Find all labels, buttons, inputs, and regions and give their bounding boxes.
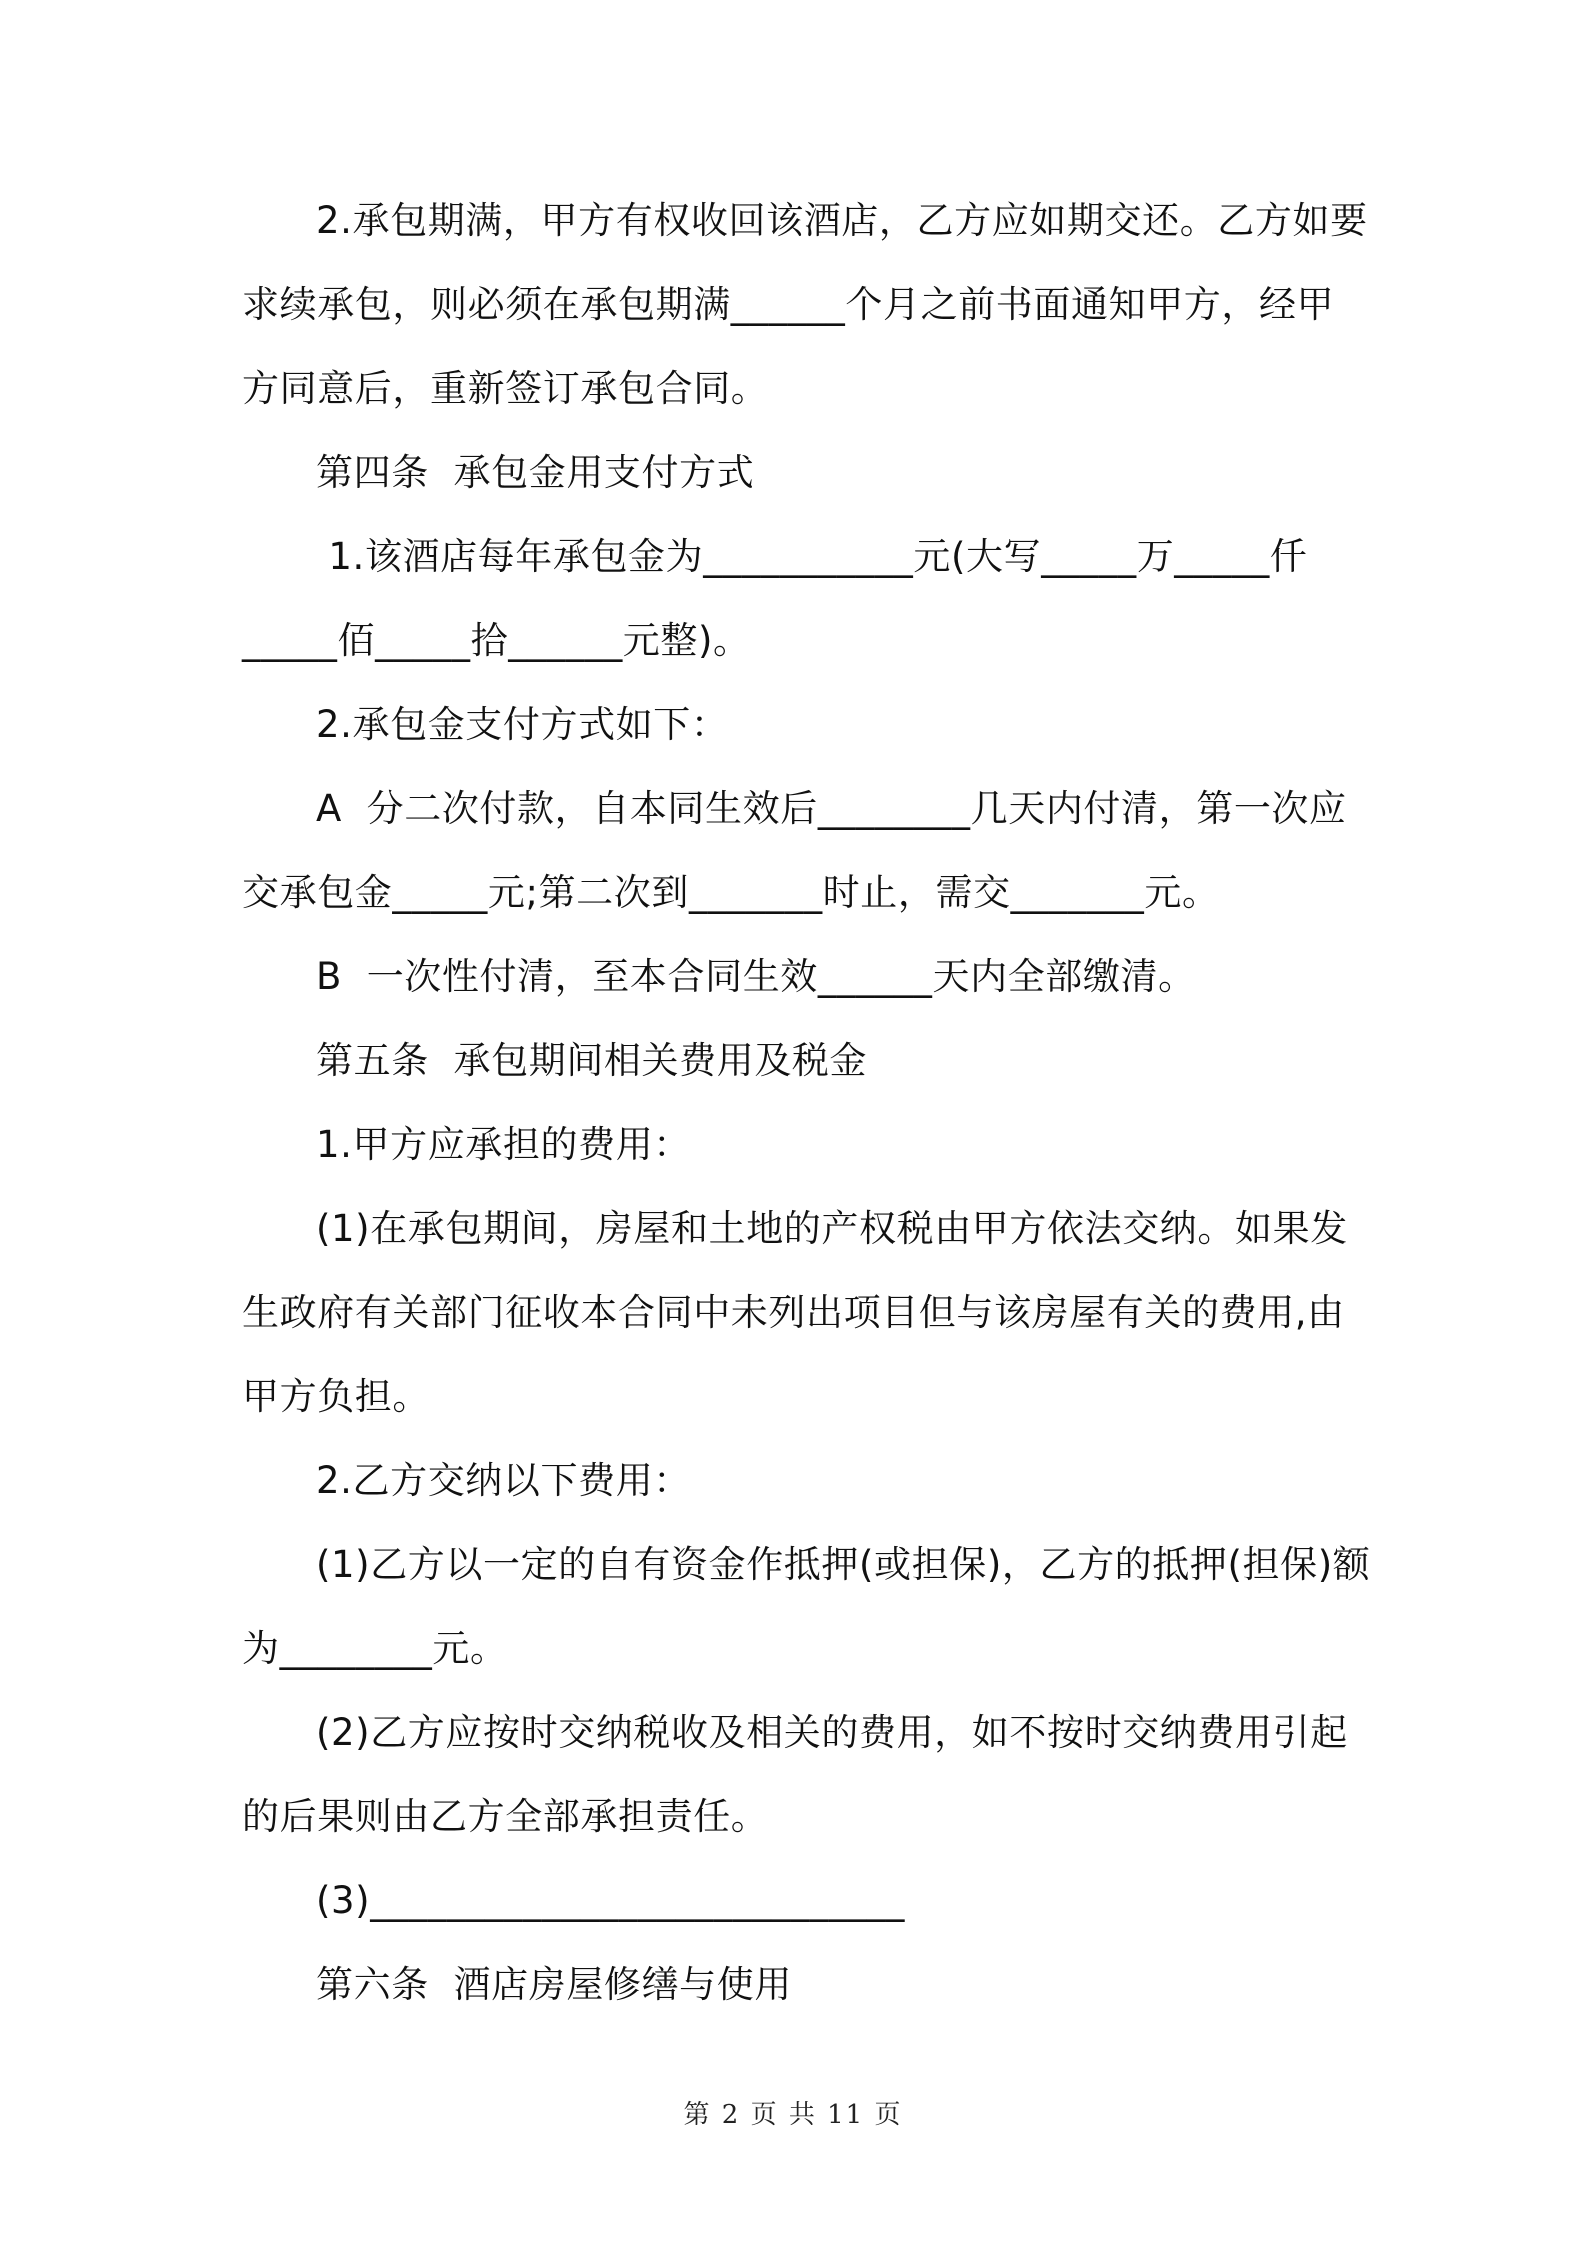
section-heading-article-5: 第五条 承包期间相关费用及税金 — [316, 1039, 868, 1082]
paragraph-line: A 分二次付款，自本同生效后________几天内付清，第一次应 — [316, 787, 1347, 830]
paragraph-line: 生政府有关部门征收本合同中未列出项目但与该房屋有关的费用,由 — [242, 1291, 1345, 1334]
paragraph-line: 2.承包金支付方式如下： — [316, 703, 729, 746]
page-number-footer: 第 2 页 共 11 页 — [683, 2100, 903, 2130]
paragraph-line: 为________元。 — [242, 1627, 508, 1670]
paragraph-line: 1.该酒店每年承包金为___________元(大写_____万_____仟 — [316, 535, 1308, 578]
paragraph-line: _____佰_____拾______元整)。 — [242, 619, 751, 662]
paragraph-line: 2.承包期满，甲方有权收回该酒店，乙方应如期交还。乙方如要 — [316, 199, 1368, 242]
paragraph-line: (1)乙方以一定的自有资金作抵押(或担保)，乙方的抵押(担保)额 — [316, 1543, 1371, 1586]
paragraph-line: 交承包金_____元;第二次到_______时止，需交_______元。 — [242, 871, 1220, 914]
paragraph-line: 的后果则由乙方全部承担责任。 — [242, 1795, 769, 1838]
paragraph-line: (2)乙方应按时交纳税收及相关的费用，如不按时交纳费用引起 — [316, 1711, 1348, 1754]
section-heading-article-4: 第四条 承包金用支付方式 — [316, 451, 755, 494]
paragraph-line: (1)在承包期间，房屋和土地的产权税由甲方依法交纳。如果发 — [316, 1207, 1348, 1250]
paragraph-line: (3)____________________________ — [316, 1879, 906, 1922]
paragraph-line: 求续承包，则必须在承包期满______个月之前书面通知甲方，经甲 — [242, 283, 1335, 326]
paragraph-line: B 一次性付清，至本合同生效______天内全部缴清。 — [316, 955, 1196, 998]
paragraph-line: 方同意后，重新签订承包合同。 — [242, 367, 769, 410]
paragraph-line: 1.甲方应承担的费用： — [316, 1123, 691, 1166]
paragraph-line: 甲方负担。 — [242, 1375, 430, 1418]
paragraph-line: 2.乙方交纳以下费用： — [316, 1459, 691, 1502]
section-heading-article-6: 第六条 酒店房屋修缮与使用 — [316, 1963, 792, 2006]
